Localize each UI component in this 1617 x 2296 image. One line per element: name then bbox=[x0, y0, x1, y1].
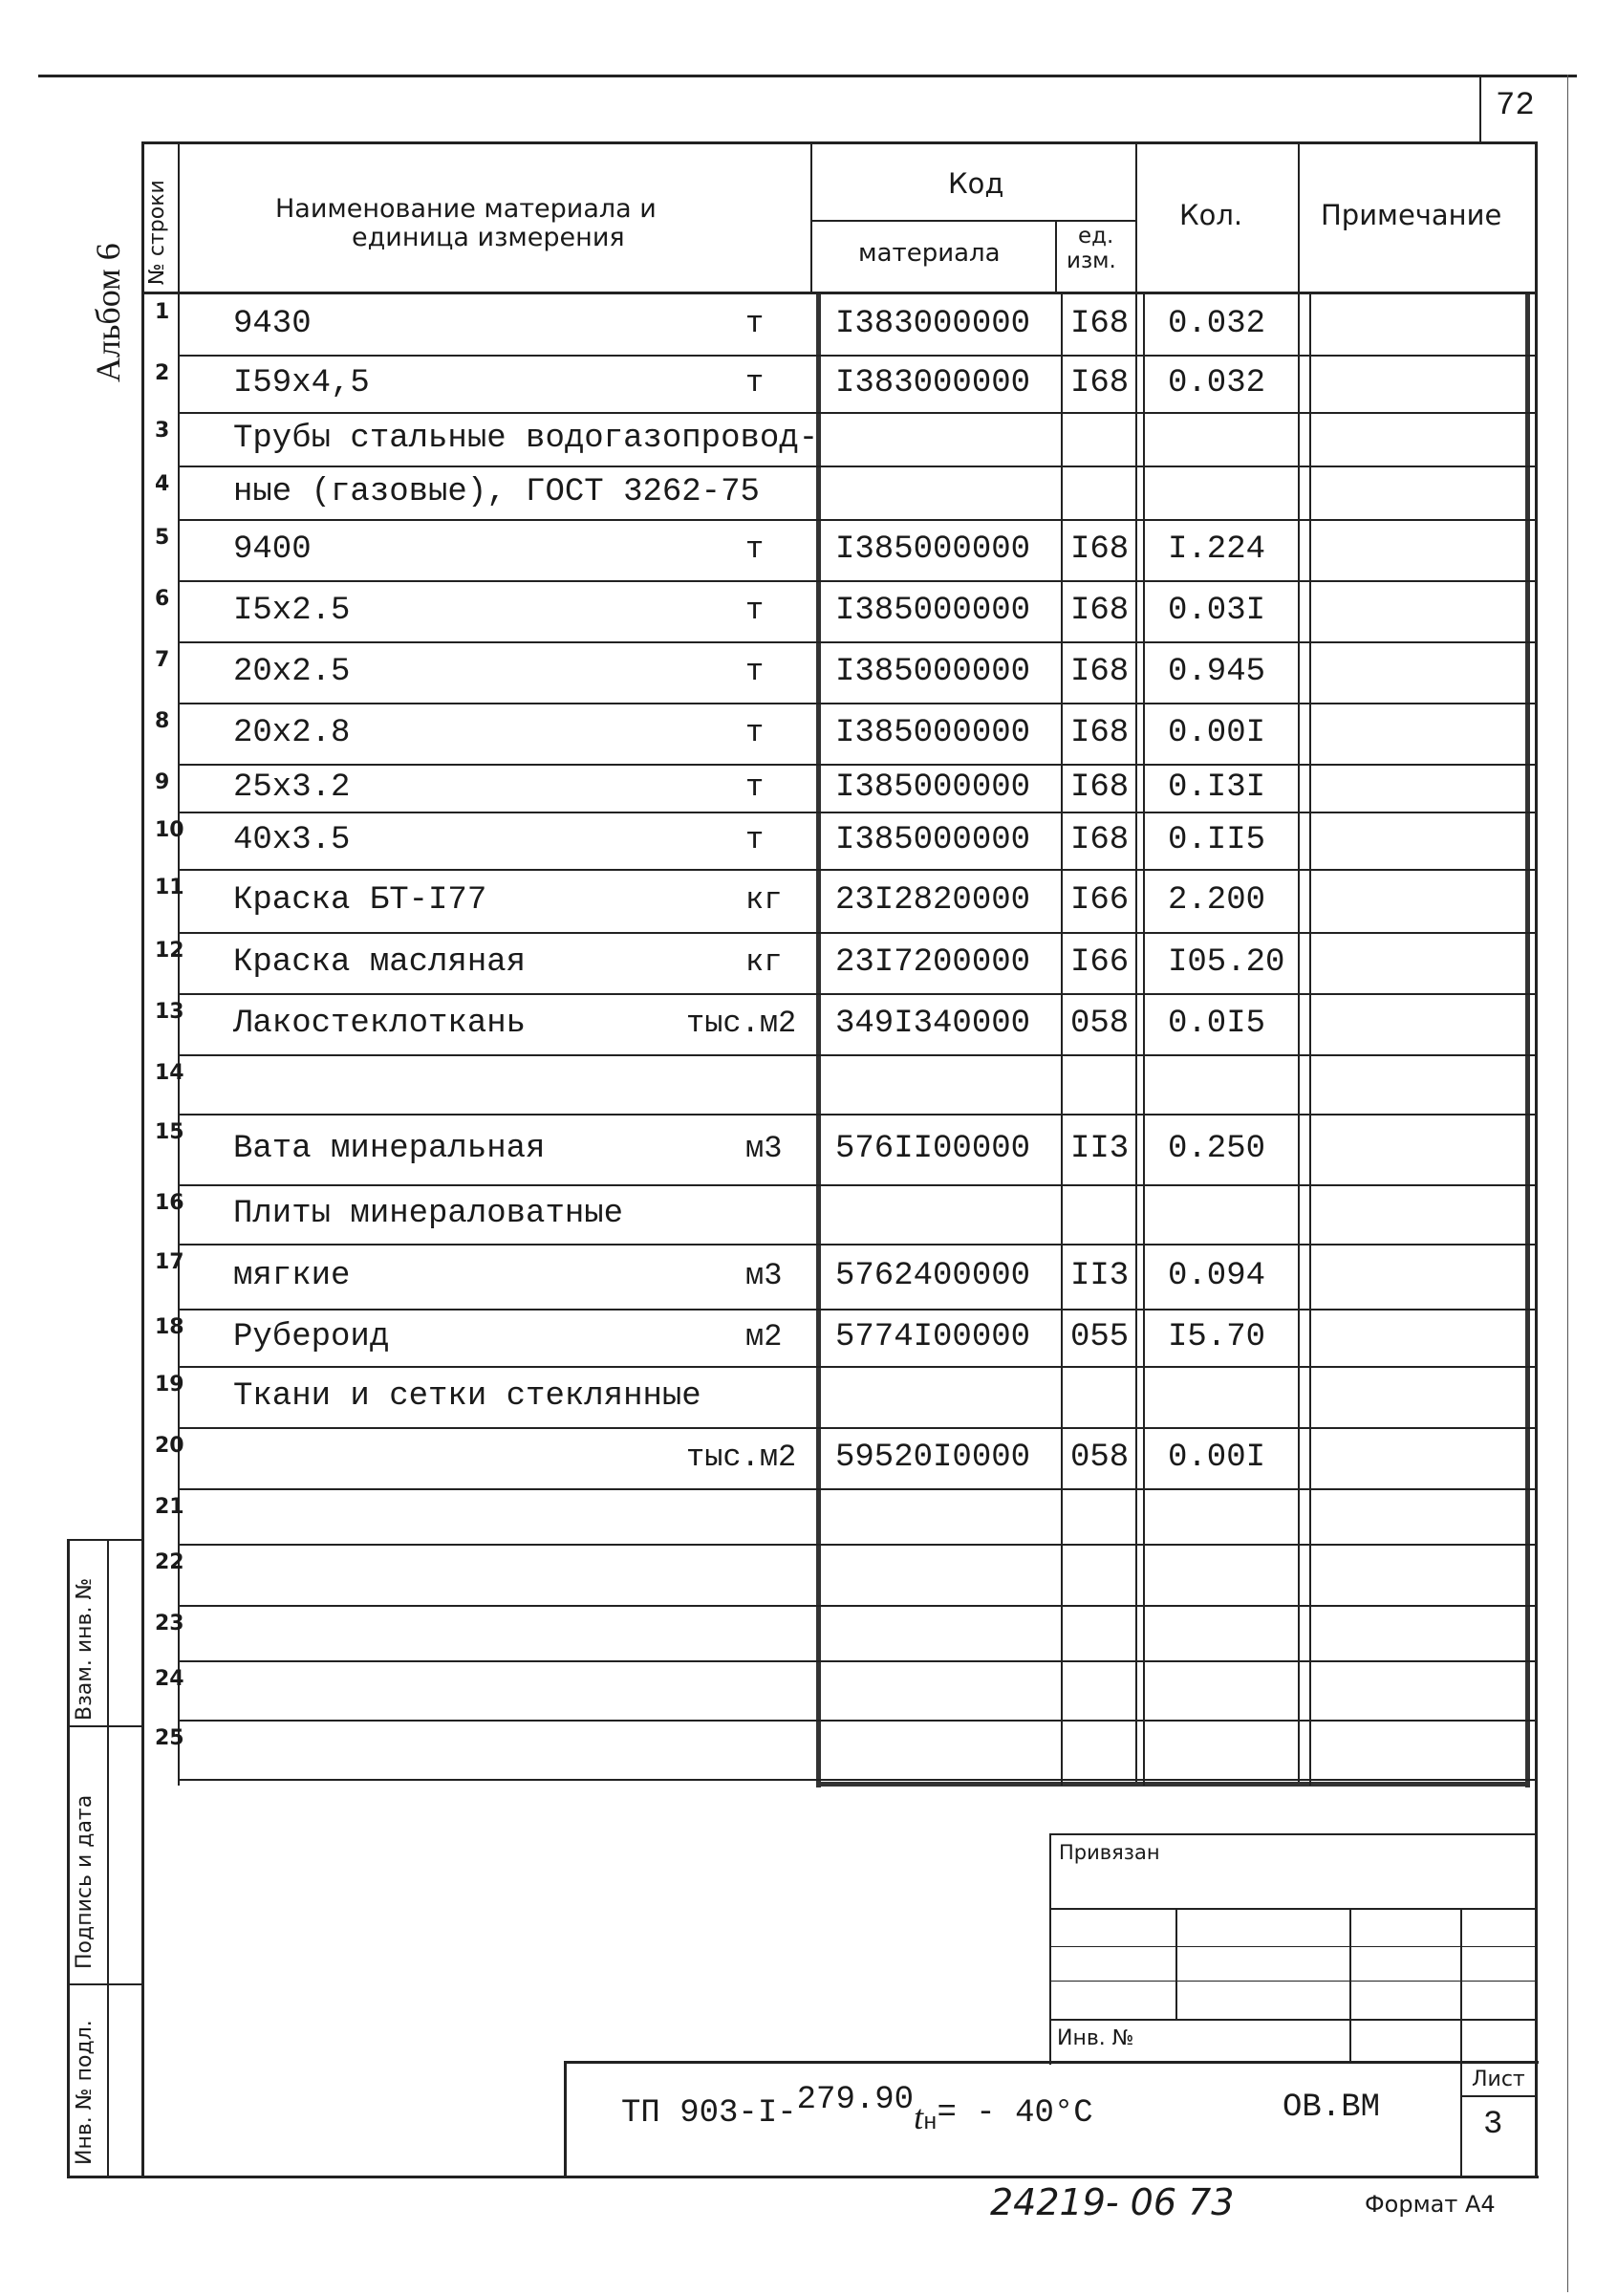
row-unit-code: I68 bbox=[1070, 654, 1130, 690]
row-unit: т bbox=[745, 306, 765, 341]
row-number: 7 bbox=[155, 648, 170, 672]
row-unit: т bbox=[745, 822, 765, 857]
header-unit-1: ед. bbox=[1078, 224, 1114, 249]
tb-temp-val: = - 40°С bbox=[937, 2095, 1093, 2132]
tb-privyazan: Привязан bbox=[1059, 1841, 1160, 1864]
page-number: 72 bbox=[1496, 88, 1535, 124]
row-separator bbox=[178, 1244, 1535, 1245]
row-quantity: 2.200 bbox=[1168, 882, 1266, 919]
tb-sheet-value: 3 bbox=[1483, 2107, 1503, 2143]
frame-bottom bbox=[67, 2176, 1539, 2178]
row-separator bbox=[178, 1605, 1535, 1607]
stamp-inv: Инв. № подл. bbox=[73, 2020, 97, 2165]
row-separator bbox=[178, 1309, 1535, 1310]
row-name: Вата минеральная bbox=[233, 1131, 546, 1167]
tb-temp-sub: н bbox=[923, 2111, 938, 2136]
row-separator bbox=[178, 1366, 1535, 1368]
row-unit-code: 058 bbox=[1070, 1006, 1130, 1042]
row-material-code: I385000000 bbox=[835, 715, 1031, 751]
row-material-code: I383000000 bbox=[835, 365, 1031, 401]
tb-mark: ОВ.ВМ bbox=[1283, 2090, 1381, 2126]
code-block-bottom bbox=[816, 1782, 1530, 1787]
row-unit: т bbox=[745, 654, 765, 689]
row-unit-code: II3 bbox=[1070, 1258, 1130, 1294]
tb-vline-c bbox=[1460, 1908, 1462, 2177]
col-ucode-line bbox=[1143, 294, 1145, 1786]
row-number: 15 bbox=[155, 1120, 184, 1144]
tb-line-c bbox=[1049, 1981, 1537, 1982]
row-material-code: I385000000 bbox=[835, 822, 1031, 858]
top-rule bbox=[38, 75, 1577, 77]
row-separator bbox=[178, 932, 1535, 934]
row-name: I5x2.5 bbox=[233, 593, 351, 629]
album-label: Альбом 6 bbox=[89, 243, 127, 382]
tb-privyazan-left bbox=[1049, 1833, 1051, 2065]
row-unit-code: I68 bbox=[1070, 306, 1130, 342]
code-subheader bbox=[810, 220, 1135, 222]
row-unit: т bbox=[745, 365, 765, 401]
stamp-podpis: Подпись и дата bbox=[73, 1794, 97, 1969]
row-material-code: 23I2820000 bbox=[835, 882, 1031, 919]
row-unit-code: I68 bbox=[1070, 822, 1130, 858]
col-ucode-line-head bbox=[1055, 220, 1057, 294]
tb-privyazan-top bbox=[1049, 1833, 1537, 1835]
row-number: 23 bbox=[155, 1612, 184, 1635]
row-separator bbox=[178, 519, 1535, 521]
row-name: мягкие bbox=[233, 1258, 351, 1294]
row-name: Краска масляная bbox=[233, 944, 527, 981]
page-number-divider bbox=[1479, 75, 1481, 141]
tb-main-top bbox=[564, 2061, 1539, 2064]
row-name: Рубероид bbox=[233, 1319, 390, 1355]
row-number: 12 bbox=[155, 939, 184, 963]
header-bottom bbox=[141, 292, 1537, 294]
row-quantity: 0.I3I bbox=[1168, 769, 1266, 806]
row-unit: т bbox=[745, 715, 765, 750]
row-quantity: 0.00I bbox=[1168, 715, 1266, 751]
row-name: Ткани и сетки стеклянные bbox=[233, 1378, 701, 1415]
row-unit-code: I66 bbox=[1070, 882, 1130, 919]
row-separator bbox=[178, 764, 1535, 766]
row-number: 5 bbox=[155, 526, 170, 550]
row-material-code: I383000000 bbox=[835, 306, 1031, 342]
header-note: Примечание bbox=[1321, 199, 1502, 231]
row-unit-code: 058 bbox=[1070, 1440, 1130, 1476]
col-note-line bbox=[1298, 141, 1300, 1786]
row-material-code: 5774I00000 bbox=[835, 1319, 1031, 1355]
row-material-code: 576II00000 bbox=[835, 1131, 1031, 1167]
stamp-div-1 bbox=[67, 1725, 143, 1727]
col-note-line-2 bbox=[1309, 294, 1311, 1786]
tb-doc-num: 279.90 bbox=[796, 2082, 915, 2118]
row-unit-code: II3 bbox=[1070, 1131, 1130, 1167]
row-unit: т bbox=[745, 593, 765, 628]
row-separator bbox=[178, 355, 1535, 357]
row-name: ные (газовые), ГОСТ 3262-75 bbox=[233, 474, 760, 510]
row-material-code: I385000000 bbox=[835, 769, 1031, 806]
frame-top bbox=[141, 141, 1537, 144]
right-margin-line bbox=[1567, 75, 1568, 2292]
row-quantity: 0.945 bbox=[1168, 654, 1266, 690]
row-separator bbox=[178, 1660, 1535, 1662]
row-number: 3 bbox=[155, 419, 170, 443]
row-quantity: I05.20 bbox=[1168, 944, 1285, 981]
row-quantity: 0.032 bbox=[1168, 306, 1266, 342]
col-name-line bbox=[810, 141, 812, 294]
tb-vline-b bbox=[1349, 1908, 1351, 2061]
row-separator bbox=[178, 1720, 1535, 1722]
row-number: 11 bbox=[155, 876, 184, 899]
row-separator bbox=[178, 993, 1535, 995]
stamp-top bbox=[67, 1539, 143, 1541]
row-number: 10 bbox=[155, 818, 184, 842]
tb-line-d bbox=[1049, 2019, 1537, 2021]
header-name-line2: единица измерения bbox=[352, 223, 625, 252]
tb-main-left bbox=[564, 2061, 567, 2177]
row-quantity: 0.0I5 bbox=[1168, 1006, 1266, 1042]
row-separator bbox=[178, 412, 1535, 414]
row-unit: м3 bbox=[745, 1258, 783, 1293]
row-number: 6 bbox=[155, 587, 170, 611]
header-unit-2: изм. bbox=[1067, 249, 1116, 273]
row-separator bbox=[178, 1054, 1535, 1056]
row-number: 13 bbox=[155, 1000, 184, 1024]
row-separator bbox=[178, 703, 1535, 704]
row-name: 20x2.5 bbox=[233, 654, 351, 690]
row-name: Лакостеклоткань bbox=[233, 1006, 527, 1042]
row-material-code: 23I7200000 bbox=[835, 944, 1031, 981]
header-row-no: № строки bbox=[145, 180, 169, 285]
row-quantity: 0.03I bbox=[1168, 593, 1266, 629]
stamp-left-edge bbox=[67, 1539, 70, 2177]
tb-inv-no: Инв. № bbox=[1057, 2026, 1134, 2050]
row-name: 9400 bbox=[233, 531, 312, 568]
row-name: 9430 bbox=[233, 306, 312, 342]
tb-line-b bbox=[1049, 1946, 1537, 1947]
row-unit: м2 bbox=[745, 1319, 783, 1354]
header-material: материала bbox=[858, 239, 1001, 268]
row-quantity: 0.00I bbox=[1168, 1440, 1266, 1476]
row-separator bbox=[178, 466, 1535, 467]
row-unit-code: I66 bbox=[1070, 944, 1130, 981]
row-name: Плиты минераловатные bbox=[233, 1196, 624, 1232]
row-name: Краска БТ-I77 bbox=[233, 882, 487, 919]
row-number: 25 bbox=[155, 1726, 184, 1750]
header-name-line1: Наименование материала и bbox=[275, 194, 657, 224]
row-unit-code: I68 bbox=[1070, 593, 1130, 629]
row-name: Трубы стальные водогазопровод- bbox=[233, 421, 819, 457]
row-number: 8 bbox=[155, 709, 170, 733]
row-separator bbox=[178, 1779, 1535, 1781]
row-separator bbox=[178, 641, 1535, 643]
row-separator bbox=[178, 1544, 1535, 1546]
row-unit: кг bbox=[745, 882, 783, 918]
row-unit-code: 055 bbox=[1070, 1319, 1130, 1355]
row-name: 20x2.8 bbox=[233, 715, 351, 751]
row-number: 1 bbox=[155, 300, 170, 324]
row-unit: т bbox=[745, 531, 765, 567]
tb-vline-a bbox=[1175, 1908, 1177, 2021]
row-unit-code: I68 bbox=[1070, 715, 1130, 751]
stamp-vzam: Взам. инв. № bbox=[73, 1577, 97, 1721]
row-material-code: 349I340000 bbox=[835, 1006, 1031, 1042]
row-separator bbox=[178, 1184, 1535, 1186]
row-number: 24 bbox=[155, 1667, 184, 1691]
header-qty: Кол. bbox=[1179, 199, 1243, 231]
row-number: 4 bbox=[155, 472, 170, 496]
col-rownum-line bbox=[178, 141, 180, 1786]
row-number: 21 bbox=[155, 1495, 184, 1519]
tb-doc-code bbox=[621, 2082, 1093, 2136]
row-unit: м3 bbox=[745, 1131, 783, 1166]
row-unit: тыс.м2 bbox=[686, 1006, 797, 1041]
tb-line-a bbox=[1049, 1908, 1537, 1910]
row-number: 20 bbox=[155, 1434, 184, 1458]
row-unit-code: I68 bbox=[1070, 365, 1130, 401]
row-unit-code: I68 bbox=[1070, 769, 1130, 806]
row-number: 2 bbox=[155, 361, 170, 385]
stamp-inner-edge bbox=[107, 1539, 109, 2177]
row-unit: тыс.м2 bbox=[686, 1440, 797, 1475]
row-quantity: 0.II5 bbox=[1168, 822, 1266, 858]
row-material-code: I385000000 bbox=[835, 654, 1031, 690]
row-number: 18 bbox=[155, 1315, 184, 1339]
row-material-code: I385000000 bbox=[835, 593, 1031, 629]
header-code: Код bbox=[948, 167, 1004, 200]
row-name: 40x3.5 bbox=[233, 822, 351, 858]
tb-sheet-div bbox=[1460, 2095, 1537, 2097]
frame-right bbox=[1535, 141, 1538, 2177]
row-quantity: I5.70 bbox=[1168, 1319, 1266, 1355]
stamp-div-2 bbox=[67, 1983, 143, 1985]
footer-handwritten: 24219- 06 73 bbox=[990, 2181, 1235, 2223]
row-quantity: I.224 bbox=[1168, 531, 1266, 568]
row-unit-code: I68 bbox=[1070, 531, 1130, 568]
col-qty-line bbox=[1135, 141, 1137, 1786]
frame-left bbox=[141, 141, 144, 2177]
row-material-code: I385000000 bbox=[835, 531, 1031, 568]
row-material-code: 5762400000 bbox=[835, 1258, 1031, 1294]
footer-format: Формат А4 bbox=[1365, 2191, 1496, 2218]
row-separator bbox=[178, 1488, 1535, 1490]
col-material-line bbox=[1061, 294, 1063, 1786]
tb-doc-code-prefix: ТП 903-I- bbox=[621, 2095, 797, 2132]
row-number: 19 bbox=[155, 1373, 184, 1397]
row-separator bbox=[178, 1427, 1535, 1429]
row-quantity: 0.250 bbox=[1168, 1131, 1266, 1167]
row-number: 17 bbox=[155, 1250, 184, 1274]
row-separator bbox=[178, 812, 1535, 813]
row-number: 14 bbox=[155, 1061, 184, 1085]
row-separator bbox=[178, 869, 1535, 871]
row-separator bbox=[178, 1114, 1535, 1116]
row-unit: т bbox=[745, 769, 765, 805]
row-number: 9 bbox=[155, 770, 170, 794]
row-number: 16 bbox=[155, 1191, 184, 1215]
tb-temp-sym: t bbox=[914, 2098, 924, 2136]
row-unit: кг bbox=[745, 944, 783, 980]
row-material-code: 59520I0000 bbox=[835, 1440, 1031, 1476]
row-quantity: 0.094 bbox=[1168, 1258, 1266, 1294]
row-number: 22 bbox=[155, 1550, 184, 1574]
row-name: I59x4,5 bbox=[233, 365, 370, 401]
row-quantity: 0.032 bbox=[1168, 365, 1266, 401]
row-name: 25x3.2 bbox=[233, 769, 351, 806]
row-separator bbox=[178, 580, 1535, 582]
tb-sheet-label: Лист bbox=[1472, 2068, 1525, 2091]
